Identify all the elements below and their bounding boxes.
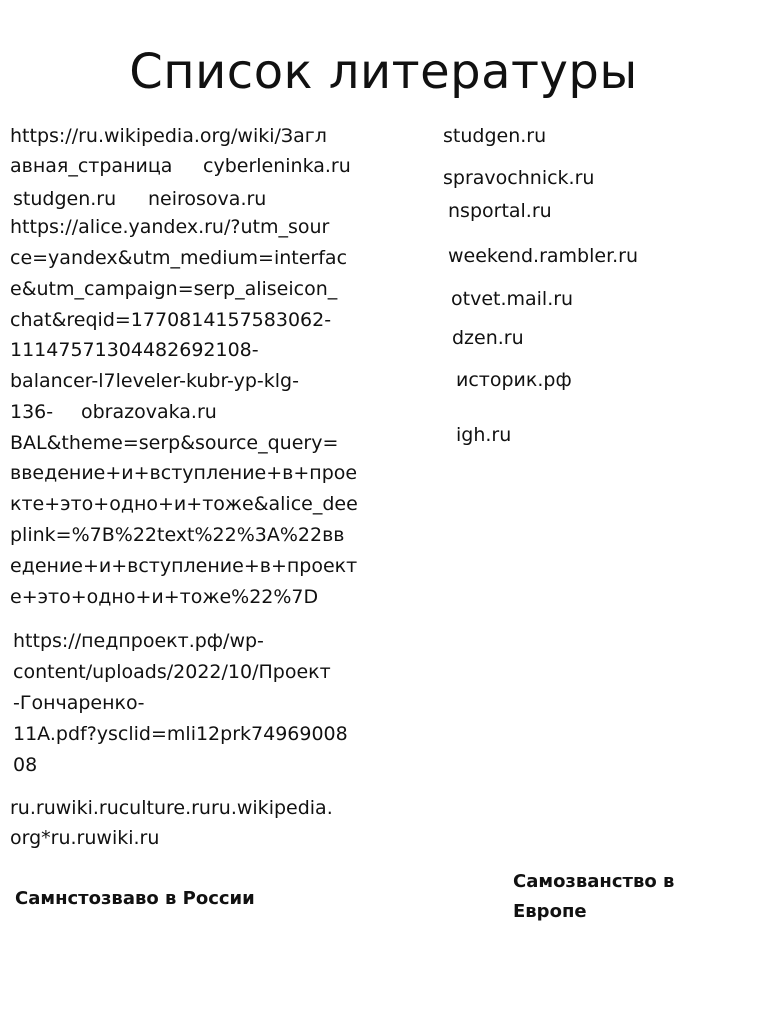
source-pedproekt-line: https://педпроект.рф/wp- (13, 630, 264, 652)
page-title: Список литературы (129, 44, 638, 100)
source-alice-line: balancer-l7leveler-kubr-yp-klg- (10, 370, 299, 392)
source-alice-line: е+это+одно+и+тоже%22%7D (10, 586, 319, 608)
source-ruwiki-line: org*ru.ruwiki.ru (10, 827, 160, 849)
source-dzen: dzen.ru (452, 327, 524, 349)
heading-europe-line-1: Самозванство в (513, 871, 675, 892)
source-studgen-left: studgen.ru (13, 188, 117, 210)
source-alice-line: https://alice.yandex.ru/?utm_sour (10, 216, 330, 238)
source-alice-line: e&utm_campaign=serp_aliseicon_ (10, 278, 338, 300)
source-alice-line: chat&reqid=1770814157583062- (10, 309, 332, 331)
source-wiki-line-2: авная_страница (10, 155, 173, 177)
source-igh: igh.ru (456, 424, 512, 446)
source-weekend-rambler: weekend.rambler.ru (448, 245, 639, 267)
heading-europe-line-2: Европе (513, 901, 587, 922)
source-alice-line: BAL&theme=serp&source_query= (10, 432, 339, 454)
source-alice-line: ce=yandex&utm_medium=interfac (10, 247, 348, 269)
source-alice-line: введение+и+вступление+в+прое (10, 462, 358, 484)
source-ruwiki-line: ru.ruwiki.ruculture.ruru.wikipedia. (10, 797, 333, 819)
source-pedproekt-line: content/uploads/2022/10/Проект (13, 661, 331, 683)
source-pedproekt-line: 08 (13, 754, 38, 776)
source-spravochnick: spravochnick.ru (443, 167, 595, 189)
source-otvet-mail: otvet.mail.ru (451, 288, 574, 310)
source-istorik: историк.рф (456, 369, 572, 391)
source-neirosova: neirosova.ru (148, 188, 267, 210)
source-alice-line: plink=%7B%22text%22%3A%22вв (10, 524, 345, 546)
source-alice-line: кте+это+одно+и+тоже&alice_dee (10, 493, 358, 515)
source-pedproekt-line: -Гончаренко- (13, 692, 145, 714)
source-studgen-right: studgen.ru (443, 125, 547, 147)
source-nsportal: nsportal.ru (448, 200, 552, 222)
source-wiki-line-1: https://ru.wikipedia.org/wiki/Загл (10, 125, 327, 147)
source-obrazovaka: obrazovaka.ru (81, 401, 217, 423)
source-alice-line: едение+и+вступление+в+проект (10, 555, 358, 577)
heading-russia: Самнстозваво в России (15, 888, 255, 909)
source-cyberleninka: cyberleninka.ru (203, 155, 351, 177)
source-pedproekt-line: 11A.pdf?ysclid=mli12prk74969008 (13, 723, 348, 745)
source-alice-line: 136- (10, 401, 54, 423)
source-alice-line: 11147571304482692108- (10, 339, 259, 361)
